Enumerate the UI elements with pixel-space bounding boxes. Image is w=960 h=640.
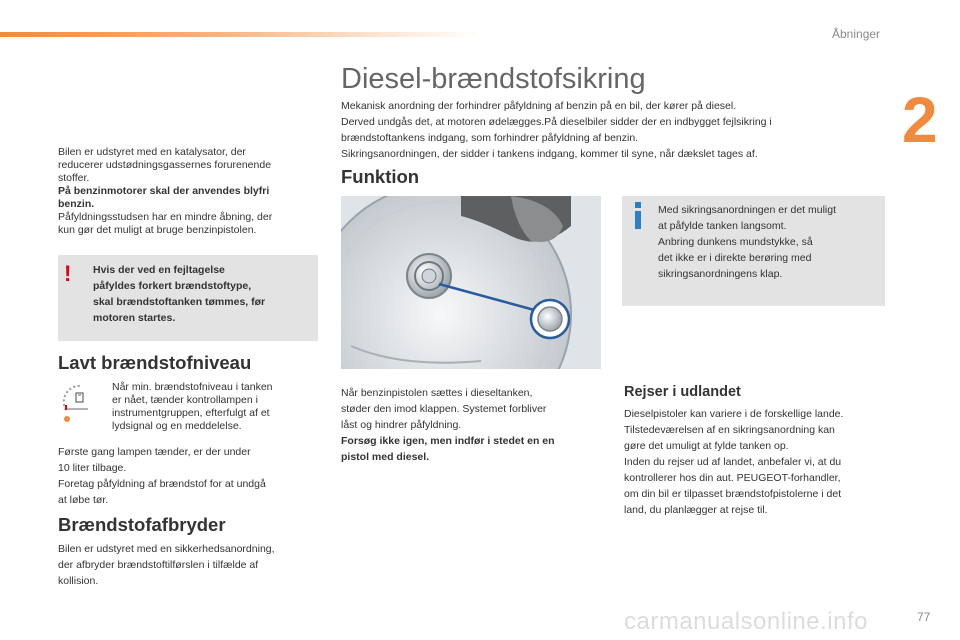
warning-line: Hvis der ved en fejltagelse	[93, 264, 225, 276]
diesel-intro	[341, 98, 886, 162]
text-line: Inden du rejser ud af landet, anbefaler vi, at du	[624, 456, 842, 468]
warning-line: påfyldes forkert brændstoftype,	[93, 280, 252, 292]
intro-line: Påfyldningsstudsen har en mindre åbning, der	[58, 211, 273, 223]
function-paragraph	[341, 385, 603, 465]
text-line: land, du planlægger at rejse til.	[624, 504, 768, 516]
header-accent-bar	[0, 32, 480, 37]
warning-text	[93, 262, 308, 326]
text-line: er nået, tænder kontrollampen i	[112, 394, 258, 406]
text-line: Når min. brændstofniveau i tanken	[112, 381, 273, 393]
text-line: Derved undgås det, at motoren ødelægges.På dieselbiler sidder der en indbygget fejlsikring i	[341, 116, 772, 128]
low-fuel-lamp-text	[112, 381, 322, 433]
intro-bold-line: benzin.	[58, 198, 95, 210]
intro-line: Bilen er udstyret med en katalysator, der	[58, 146, 246, 158]
warning-line: motoren startes.	[93, 312, 176, 324]
intro-paragraph	[58, 146, 318, 237]
bold-line: pistol med diesel.	[341, 451, 430, 463]
fuel-cutoff-paragraph	[58, 541, 320, 589]
text-line: om din bil er tilpasset brændstofpistolerne i det	[624, 488, 842, 500]
warning-box	[58, 255, 318, 341]
text-line: Mekanisk anordning der forhindrer påfyldning af benzin på en bil, der kører på diesel.	[341, 100, 737, 112]
info-text	[658, 202, 873, 282]
page-number: 77	[917, 610, 931, 624]
abroad-paragraph	[624, 406, 889, 518]
text-line: at påfylde tanken langsomt.	[658, 220, 787, 232]
text-line: instrumentgruppen, efterfulgt af et	[112, 407, 270, 419]
text-line: Dieselpistoler kan variere i de forskellige lande.	[624, 408, 844, 420]
text-line: det ikke er i direkte berøring med	[658, 252, 812, 264]
watermark: carmanualsonline.info	[624, 608, 868, 635]
low-fuel-paragraph	[58, 444, 320, 508]
info-icon	[634, 202, 642, 230]
function-heading: Funktion	[341, 166, 420, 187]
text-line: Sikringsanordningen, der sidder i tankens indgang, kommer til syne, når dækslet tages af.	[341, 148, 758, 160]
bold-line: Forsøg ikke igen, men indfør i stedet en en	[341, 435, 555, 447]
intro-line: reducerer udstødningsgassernes forurenende	[58, 159, 272, 171]
text-line: Tilstedeværelsen af en sikringsanordning kan	[624, 424, 835, 436]
warning-line: skal brændstoftanken tømmes, før	[93, 296, 266, 308]
fuel-gauge-icon	[60, 380, 100, 426]
page-title: Diesel-brændstofsikring	[341, 63, 646, 95]
text-line: Anbring dunkens mundstykke, så	[658, 236, 813, 248]
text-line: lydsignal og en meddelelse.	[112, 420, 242, 432]
text-line: støder den imod klappen. Systemet forbliver	[341, 403, 547, 415]
low-fuel-heading: Lavt brændstofniveau	[58, 352, 252, 373]
text-line: Med sikringsanordningen er det muligt	[658, 204, 837, 216]
text-line: Foretag påfyldning af brændstof for at undgå	[58, 478, 266, 490]
text-line: Bilen er udstyret med en sikkerhedsanordning,	[58, 543, 275, 555]
exclamation-icon: !	[64, 261, 72, 286]
text-line: kollision.	[58, 575, 99, 587]
text-line: gøre det umuligt at fylde tanken op.	[624, 440, 789, 452]
text-line: der afbryder brændstoftilførslen i tilfælde af	[58, 559, 259, 571]
section-title: Åbninger	[832, 27, 881, 41]
text-line: Første gang lampen tænder, er der under	[58, 446, 251, 458]
text-line: låst og hindrer påfyldning.	[341, 419, 462, 431]
text-line: Når benzinpistolen sættes i dieseltanken,	[341, 387, 533, 399]
info-box	[622, 196, 885, 306]
chapter-number: 2	[902, 84, 938, 156]
text-line: brændstoftankens indgang, som forhindrer påfyldning af benzin.	[341, 132, 639, 144]
fuel-filler-illustration	[341, 196, 601, 369]
text-line: kontrollerer hos din aut. PEUGEOT-forhandler,	[624, 472, 841, 484]
intro-line: kun gør det muligt at bruge benzinpistolen.	[58, 224, 257, 236]
intro-line: stoffer.	[58, 172, 90, 184]
fuel-cutoff-heading: Brændstofafbryder	[58, 514, 226, 535]
text-line: sikringsanordningens klap.	[658, 268, 783, 280]
text-line: at løbe tør.	[58, 494, 109, 506]
intro-bold-line: På benzinmotorer skal der anvendes blyfri	[58, 185, 270, 197]
text-line: 10 liter tilbage.	[58, 462, 127, 474]
abroad-heading: Rejser i udlandet	[624, 384, 741, 400]
